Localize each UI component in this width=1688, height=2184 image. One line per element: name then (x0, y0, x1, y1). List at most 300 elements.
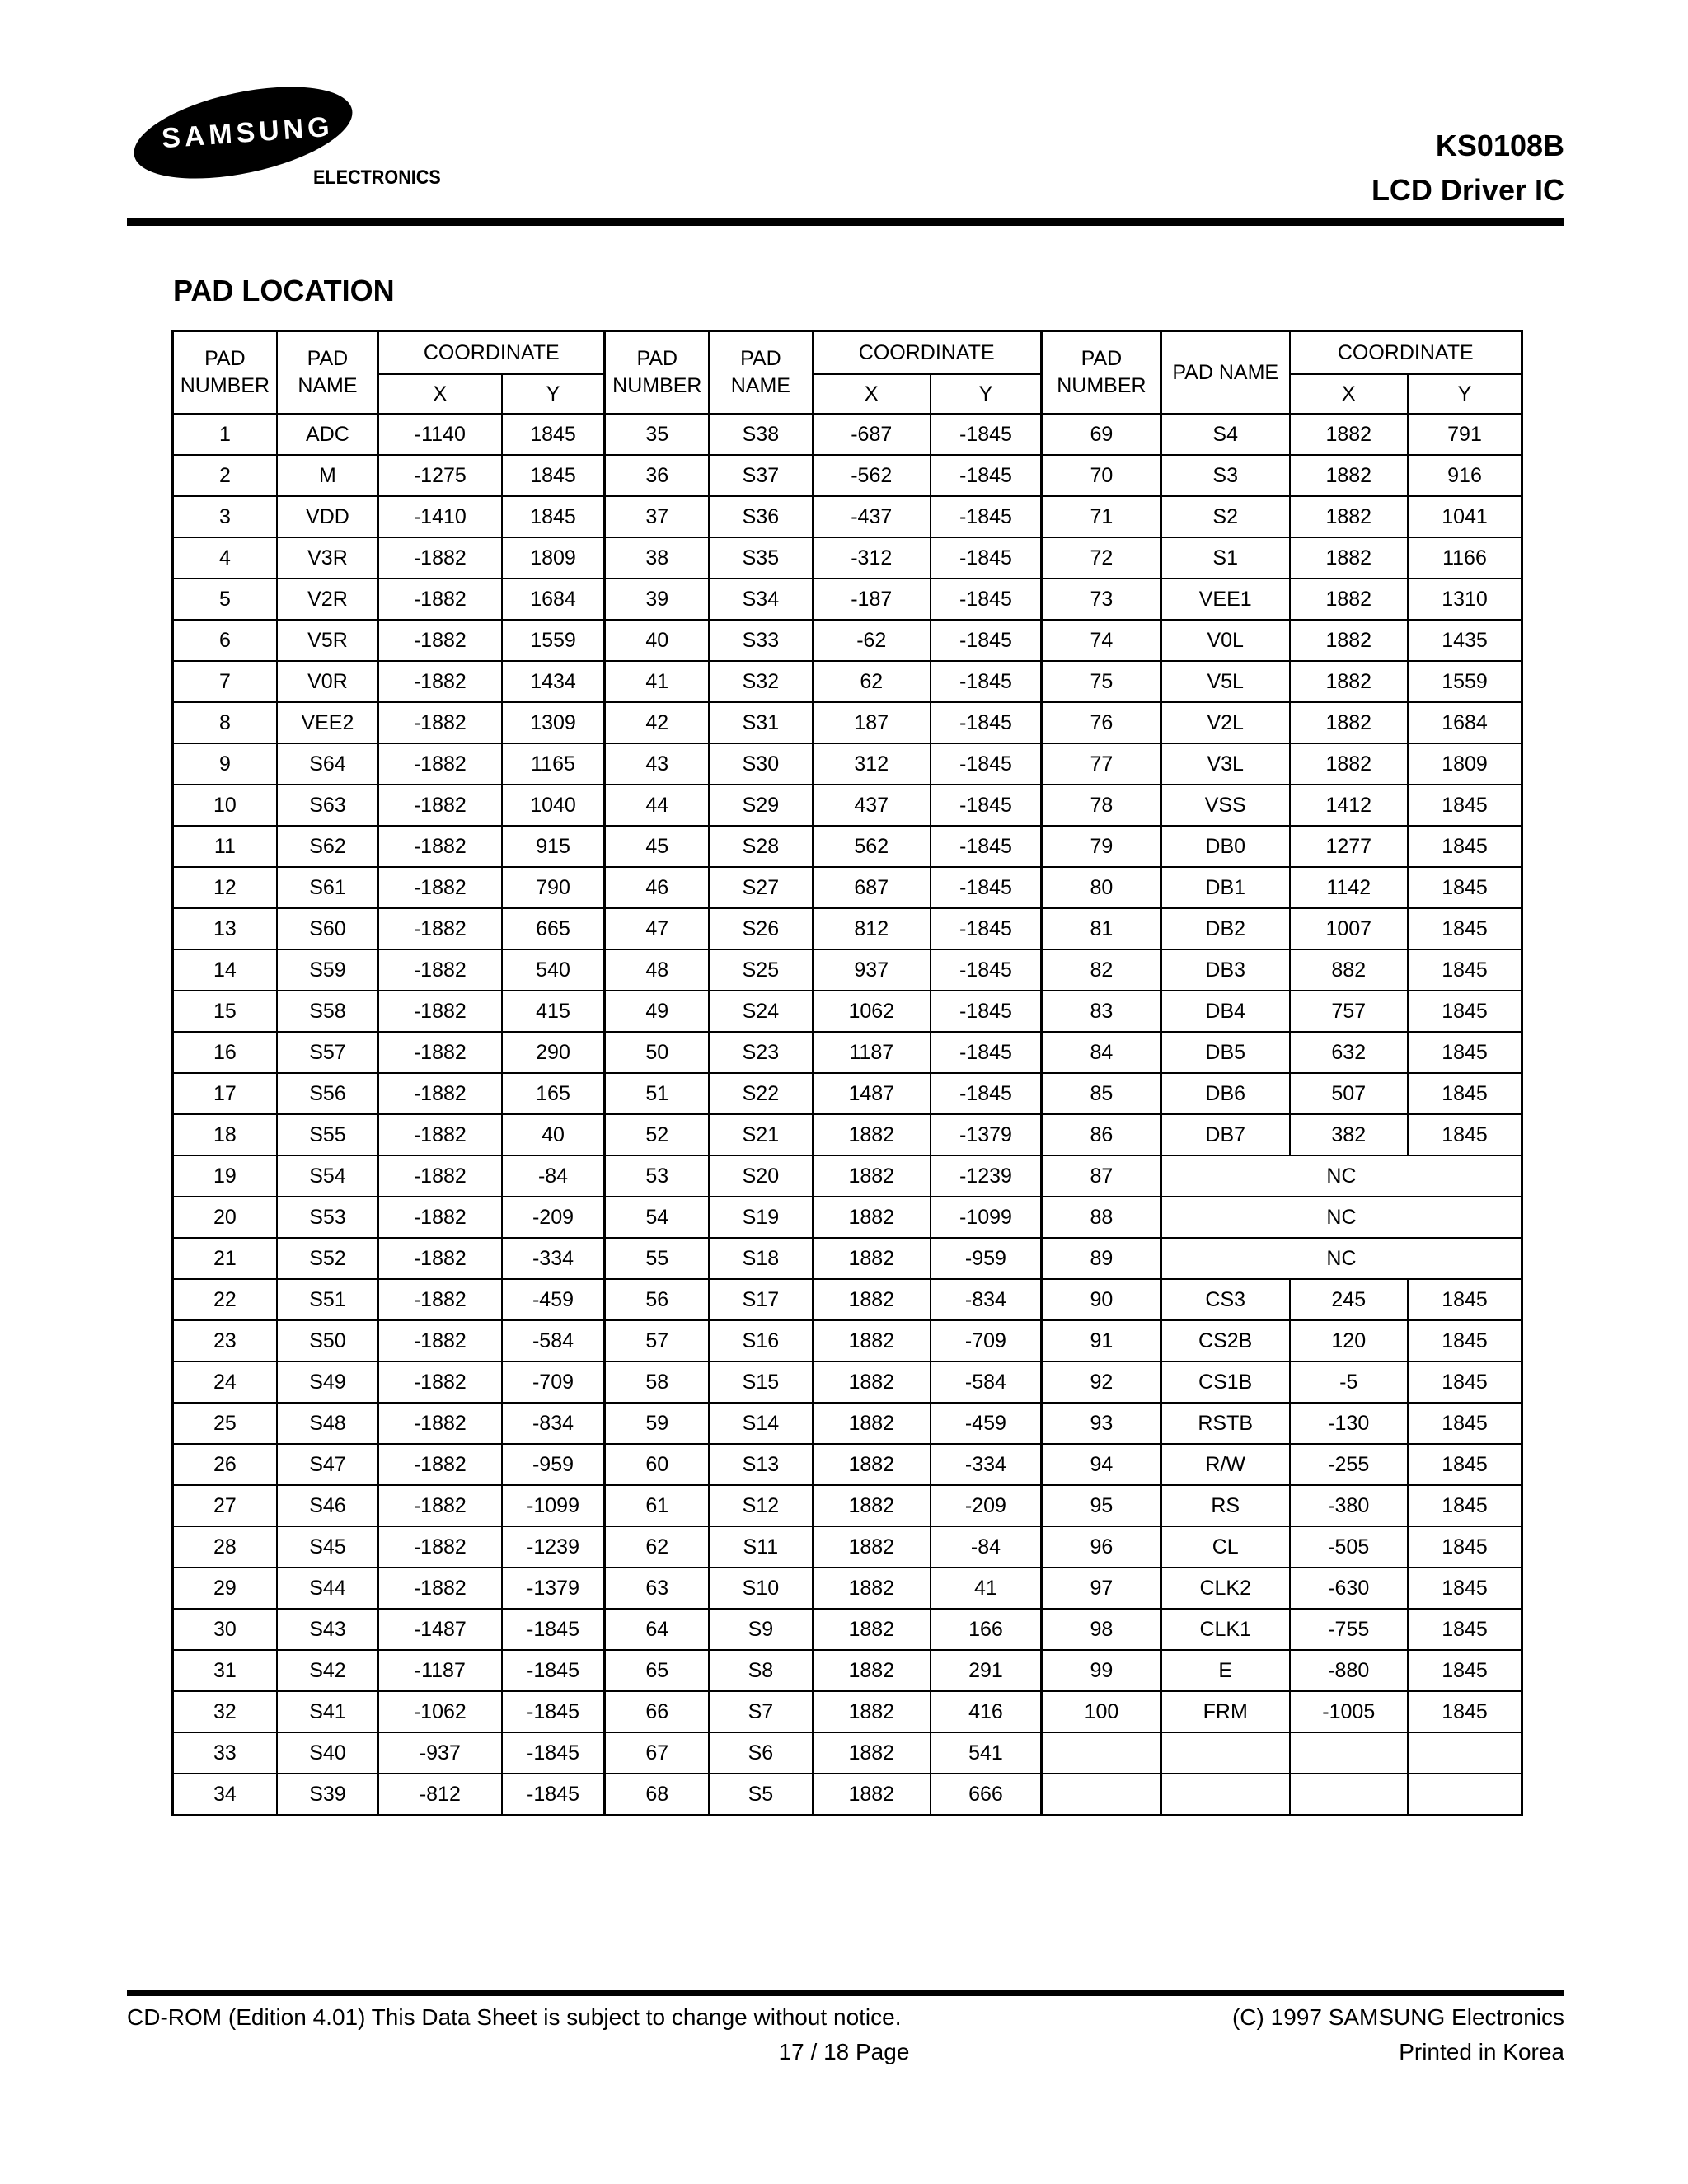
pad-number-cell: 22 (173, 1279, 277, 1320)
pad-name-cell: NC (1161, 1197, 1522, 1238)
pad-number-cell: 74 (1041, 620, 1161, 661)
y-coordinate-cell: 1845 (1408, 949, 1522, 991)
pad-name-cell: S58 (277, 991, 378, 1032)
table-row (173, 702, 1522, 743)
y-coordinate-cell: 1845 (1408, 1279, 1522, 1320)
pad-name-cell: S6 (709, 1732, 812, 1774)
x-coordinate-cell: 1487 (813, 1073, 931, 1114)
pad-name-cell: S61 (277, 867, 378, 908)
pad-name-cell: S8 (709, 1650, 812, 1691)
y-coordinate-cell: 40 (502, 1114, 605, 1155)
y-coordinate-cell: 1809 (1408, 743, 1522, 785)
pad-name-cell: VEE1 (1161, 579, 1290, 620)
x-coordinate-cell: -1882 (378, 1568, 502, 1609)
pad-number-cell: 49 (605, 991, 709, 1032)
pad-number-cell: 7 (173, 661, 277, 702)
pad-number-cell: 40 (605, 620, 709, 661)
x-coordinate-cell: 1882 (1290, 496, 1408, 537)
table-row (173, 620, 1522, 661)
pad-number-cell: 26 (173, 1444, 277, 1485)
x-coordinate-cell: -1882 (378, 1320, 502, 1361)
pad-number-cell: 4 (173, 537, 277, 579)
pad-number-cell: 47 (605, 908, 709, 949)
y-coordinate-cell: -459 (502, 1279, 605, 1320)
pad-number-cell: 32 (173, 1691, 277, 1732)
pad-name-cell: S10 (709, 1568, 812, 1609)
pad-number-cell: 83 (1041, 991, 1161, 1032)
table-row (173, 1485, 1522, 1526)
x-coordinate-cell: -1882 (378, 1238, 502, 1279)
table-row (173, 1732, 1522, 1774)
pad-number-cell: 70 (1041, 455, 1161, 496)
x-coordinate-cell: -1882 (378, 949, 502, 991)
pad-number-cell: 41 (605, 661, 709, 702)
pad-number-cell: 9 (173, 743, 277, 785)
pad-name-cell: S48 (277, 1403, 378, 1444)
y-coordinate-cell: 1845 (1408, 1691, 1522, 1732)
pad-name-cell: S62 (277, 826, 378, 867)
x-coordinate-cell: 1882 (813, 1691, 931, 1732)
x-coordinate-cell: 1882 (813, 1361, 931, 1403)
pad-number-cell: 29 (173, 1568, 277, 1609)
x-coordinate-cell: -1882 (378, 1526, 502, 1568)
y-coordinate-cell: -459 (931, 1403, 1041, 1444)
y-coordinate-cell: -1239 (931, 1155, 1041, 1197)
x-coordinate-cell: 882 (1290, 949, 1408, 991)
header-pad-name: PAD NAME (1161, 331, 1290, 415)
header-y: Y (502, 374, 605, 414)
pad-number-cell: 25 (173, 1403, 277, 1444)
pad-name-cell: S37 (709, 455, 812, 496)
pad-name-cell: CS3 (1161, 1279, 1290, 1320)
pad-number-cell: 3 (173, 496, 277, 537)
pad-number-cell: 31 (173, 1650, 277, 1691)
x-coordinate-cell: -1882 (378, 826, 502, 867)
pad-number-cell: 36 (605, 455, 709, 496)
y-coordinate-cell: -1845 (502, 1650, 605, 1691)
pad-name-cell: S30 (709, 743, 812, 785)
pad-number-cell: 33 (173, 1732, 277, 1774)
pad-number-cell: 28 (173, 1526, 277, 1568)
y-coordinate-cell: 1434 (502, 661, 605, 702)
y-coordinate-cell: 1845 (1408, 1568, 1522, 1609)
y-coordinate-cell: 1845 (1408, 1073, 1522, 1114)
y-coordinate-cell: 1845 (1408, 1485, 1522, 1526)
pad-number-cell: 21 (173, 1238, 277, 1279)
y-coordinate-cell: -1099 (502, 1485, 605, 1526)
x-coordinate-cell: -1187 (378, 1650, 502, 1691)
pad-name-cell: S29 (709, 785, 812, 826)
pad-number-cell: 100 (1041, 1691, 1161, 1732)
pad-name-cell: S40 (277, 1732, 378, 1774)
pad-name-cell: V3R (277, 537, 378, 579)
y-coordinate-cell: 1165 (502, 743, 605, 785)
x-coordinate-cell: 1882 (813, 1650, 931, 1691)
y-coordinate-cell: -1845 (931, 414, 1041, 455)
y-coordinate-cell (1408, 1774, 1522, 1816)
document-subtitle: LCD Driver IC (1371, 173, 1564, 207)
y-coordinate-cell: -1845 (931, 661, 1041, 702)
y-coordinate-cell: 1845 (1408, 1650, 1522, 1691)
y-coordinate-cell: -959 (931, 1238, 1041, 1279)
y-coordinate-cell: -1239 (502, 1526, 605, 1568)
y-coordinate-cell: 1435 (1408, 620, 1522, 661)
pad-name-cell: S4 (1161, 414, 1290, 455)
footer-page-number: 17 / 18 Page (778, 2039, 910, 2064)
pad-name-cell: S34 (709, 579, 812, 620)
pad-name-cell: V0R (277, 661, 378, 702)
header-pad-name: PAD NAME (277, 331, 378, 415)
pad-number-cell: 50 (605, 1032, 709, 1073)
pad-name-cell: S43 (277, 1609, 378, 1650)
x-coordinate-cell: 562 (813, 826, 931, 867)
y-coordinate-cell: -1845 (931, 826, 1041, 867)
table-row (173, 1361, 1522, 1403)
pad-number-cell: 62 (605, 1526, 709, 1568)
y-coordinate-cell: 1845 (1408, 826, 1522, 867)
header-coordinate: COORDINATE (813, 331, 1042, 375)
pad-name-cell: R/W (1161, 1444, 1290, 1485)
x-coordinate-cell: 1882 (813, 1485, 931, 1526)
y-coordinate-cell: 1040 (502, 785, 605, 826)
footer-printed-in: Printed in Korea (1399, 2039, 1564, 2064)
x-coordinate-cell: -1140 (378, 414, 502, 455)
pad-name-cell: FRM (1161, 1691, 1290, 1732)
x-coordinate-cell: 312 (813, 743, 931, 785)
pad-number-cell: 84 (1041, 1032, 1161, 1073)
header-x: X (813, 374, 931, 414)
y-coordinate-cell: 665 (502, 908, 605, 949)
pad-number-cell: 20 (173, 1197, 277, 1238)
footer-copyright: (C) 1997 SAMSUNG Electronics (1231, 2004, 1564, 2030)
x-coordinate-cell: -130 (1290, 1403, 1408, 1444)
pad-name-cell: DB5 (1161, 1032, 1290, 1073)
y-coordinate-cell: -1845 (931, 537, 1041, 579)
y-coordinate-cell: -1845 (931, 785, 1041, 826)
x-coordinate-cell: -1882 (378, 1361, 502, 1403)
y-coordinate-cell: -1845 (502, 1774, 605, 1816)
pad-number-cell: 34 (173, 1774, 277, 1816)
x-coordinate-cell: 1882 (813, 1279, 931, 1320)
pad-number-cell: 18 (173, 1114, 277, 1155)
pad-number-cell: 87 (1041, 1155, 1161, 1197)
pad-name-cell: S11 (709, 1526, 812, 1568)
pad-name-cell: M (277, 455, 378, 496)
x-coordinate-cell: -1882 (378, 785, 502, 826)
pad-number-cell: 96 (1041, 1526, 1161, 1568)
section-title: PAD LOCATION (173, 274, 395, 307)
x-coordinate-cell: -1882 (378, 579, 502, 620)
y-coordinate-cell: 1684 (502, 579, 605, 620)
pad-name-cell: S16 (709, 1320, 812, 1361)
x-coordinate-cell: -1882 (378, 1073, 502, 1114)
pad-number-cell: 45 (605, 826, 709, 867)
x-coordinate-cell: -312 (813, 537, 931, 579)
y-coordinate-cell: -334 (931, 1444, 1041, 1485)
pad-name-cell: S42 (277, 1650, 378, 1691)
pad-name-cell: S49 (277, 1361, 378, 1403)
x-coordinate-cell: 1882 (1290, 414, 1408, 455)
pad-name-cell: S63 (277, 785, 378, 826)
y-coordinate-cell: -1845 (502, 1691, 605, 1732)
x-coordinate-cell: -1882 (378, 661, 502, 702)
y-coordinate-cell: -1845 (931, 1073, 1041, 1114)
x-coordinate-cell: -1882 (378, 1197, 502, 1238)
pad-number-cell: 23 (173, 1320, 277, 1361)
y-coordinate-cell: 1845 (502, 455, 605, 496)
pad-name-cell: S45 (277, 1526, 378, 1568)
y-coordinate-cell: 166 (931, 1609, 1041, 1650)
table-row (173, 1444, 1522, 1485)
pad-number-cell: 11 (173, 826, 277, 867)
pad-number-cell: 56 (605, 1279, 709, 1320)
x-coordinate-cell: -1882 (378, 908, 502, 949)
y-coordinate-cell: 1041 (1408, 496, 1522, 537)
pad-name-cell: S33 (709, 620, 812, 661)
x-coordinate-cell: -505 (1290, 1526, 1408, 1568)
x-coordinate-cell: 1882 (813, 1155, 931, 1197)
pad-name-cell: S46 (277, 1485, 378, 1526)
pad-name-cell: S23 (709, 1032, 812, 1073)
y-coordinate-cell: -959 (502, 1444, 605, 1485)
pad-number-cell: 86 (1041, 1114, 1161, 1155)
pad-name-cell: NC (1161, 1155, 1522, 1197)
x-coordinate-cell: -1275 (378, 455, 502, 496)
y-coordinate-cell: -209 (502, 1197, 605, 1238)
table-row (173, 455, 1522, 496)
pad-name-cell: S12 (709, 1485, 812, 1526)
x-coordinate-cell: 632 (1290, 1032, 1408, 1073)
pad-number-cell: 12 (173, 867, 277, 908)
pad-number-cell: 27 (173, 1485, 277, 1526)
header-coordinate: COORDINATE (378, 331, 605, 375)
pad-number-cell: 57 (605, 1320, 709, 1361)
y-coordinate-cell: -1845 (931, 991, 1041, 1032)
header-rule (127, 218, 1564, 226)
y-coordinate-cell: 666 (931, 1774, 1041, 1816)
pad-location-table (171, 330, 1523, 1816)
pad-number-cell: 8 (173, 702, 277, 743)
x-coordinate-cell: 1882 (813, 1403, 931, 1444)
pad-number-cell: 76 (1041, 702, 1161, 743)
pad-number-cell: 75 (1041, 661, 1161, 702)
pad-number-cell: 71 (1041, 496, 1161, 537)
pad-number-cell: 79 (1041, 826, 1161, 867)
x-coordinate-cell: -812 (378, 1774, 502, 1816)
x-coordinate-cell: -880 (1290, 1650, 1408, 1691)
y-coordinate-cell: 290 (502, 1032, 605, 1073)
pad-number-cell: 1 (173, 414, 277, 455)
pad-number-cell (1041, 1774, 1161, 1816)
y-coordinate-cell: 1845 (502, 414, 605, 455)
y-coordinate-cell: 416 (931, 1691, 1041, 1732)
x-coordinate-cell: 1882 (1290, 743, 1408, 785)
pad-name-cell: S38 (709, 414, 812, 455)
y-coordinate-cell: -834 (931, 1279, 1041, 1320)
pad-number-cell: 43 (605, 743, 709, 785)
y-coordinate-cell: 1845 (1408, 1114, 1522, 1155)
x-coordinate-cell: 1882 (813, 1732, 931, 1774)
x-coordinate-cell: -1882 (378, 1114, 502, 1155)
pad-number-cell: 5 (173, 579, 277, 620)
y-coordinate-cell: -584 (502, 1320, 605, 1361)
pad-name-cell: S20 (709, 1155, 812, 1197)
pad-name-cell: S1 (1161, 537, 1290, 579)
pad-number-cell: 98 (1041, 1609, 1161, 1650)
table-row (173, 785, 1522, 826)
x-coordinate-cell: -937 (378, 1732, 502, 1774)
pad-name-cell: CLK1 (1161, 1609, 1290, 1650)
header-pad-number: PAD NUMBER (1041, 331, 1161, 415)
x-coordinate-cell: -437 (813, 496, 931, 537)
y-coordinate-cell: 1845 (1408, 867, 1522, 908)
pad-number-cell: 72 (1041, 537, 1161, 579)
table-row (173, 908, 1522, 949)
header-pad-number: PAD NUMBER (173, 331, 277, 415)
pad-name-cell: RSTB (1161, 1403, 1290, 1444)
x-coordinate-cell: -1882 (378, 1403, 502, 1444)
pad-name-cell: S13 (709, 1444, 812, 1485)
pad-number-cell: 38 (605, 537, 709, 579)
x-coordinate-cell (1290, 1774, 1408, 1816)
pad-number-cell: 80 (1041, 867, 1161, 908)
y-coordinate-cell: 1310 (1408, 579, 1522, 620)
pad-number-cell: 65 (605, 1650, 709, 1691)
header-x: X (378, 374, 502, 414)
header-pad-number: PAD NUMBER (605, 331, 709, 415)
y-coordinate-cell: -709 (502, 1361, 605, 1403)
pad-number-cell: 93 (1041, 1403, 1161, 1444)
table-row (173, 1320, 1522, 1361)
pad-name-cell: S14 (709, 1403, 812, 1444)
table-row (173, 1691, 1522, 1732)
pad-name-cell (1161, 1774, 1290, 1816)
pad-name-cell: S32 (709, 661, 812, 702)
y-coordinate-cell: 1559 (1408, 661, 1522, 702)
pad-name-cell: DB1 (1161, 867, 1290, 908)
pad-name-cell: S31 (709, 702, 812, 743)
table-row (173, 949, 1522, 991)
pad-name-cell: DB4 (1161, 991, 1290, 1032)
pad-number-cell: 78 (1041, 785, 1161, 826)
table-row (173, 1032, 1522, 1073)
y-coordinate-cell: 415 (502, 991, 605, 1032)
pad-name-cell: S64 (277, 743, 378, 785)
y-coordinate-cell: -709 (931, 1320, 1041, 1361)
pad-name-cell: V0L (1161, 620, 1290, 661)
pad-name-cell: CS1B (1161, 1361, 1290, 1403)
table-row (173, 496, 1522, 537)
samsung-logo (132, 92, 441, 189)
x-coordinate-cell: 1882 (813, 1238, 931, 1279)
x-coordinate-cell: 1412 (1290, 785, 1408, 826)
pad-number-cell: 77 (1041, 743, 1161, 785)
pad-number-cell: 89 (1041, 1238, 1161, 1279)
x-coordinate-cell: 1882 (813, 1774, 931, 1816)
pad-number-cell: 30 (173, 1609, 277, 1650)
header-pad-name: PAD NAME (709, 331, 812, 415)
y-coordinate-cell: 791 (1408, 414, 1522, 455)
pad-name-cell: ADC (277, 414, 378, 455)
pad-number-cell: 48 (605, 949, 709, 991)
pad-number-cell: 54 (605, 1197, 709, 1238)
pad-number-cell: 13 (173, 908, 277, 949)
y-coordinate-cell: -1845 (931, 908, 1041, 949)
pad-number-cell: 53 (605, 1155, 709, 1197)
pad-name-cell: S21 (709, 1114, 812, 1155)
pad-name-cell: S27 (709, 867, 812, 908)
x-coordinate-cell: 687 (813, 867, 931, 908)
table-row (173, 1526, 1522, 1568)
y-coordinate-cell: 1845 (1408, 1444, 1522, 1485)
y-coordinate-cell: 1845 (1408, 1403, 1522, 1444)
pad-name-cell: DB2 (1161, 908, 1290, 949)
pad-name-cell: S19 (709, 1197, 812, 1238)
table-row (173, 1073, 1522, 1114)
y-coordinate-cell: 1845 (1408, 1032, 1522, 1073)
x-coordinate-cell: 120 (1290, 1320, 1408, 1361)
pad-number-cell: 17 (173, 1073, 277, 1114)
x-coordinate-cell: -255 (1290, 1444, 1408, 1485)
pad-name-cell: DB0 (1161, 826, 1290, 867)
y-coordinate-cell: 1166 (1408, 537, 1522, 579)
table-row (173, 743, 1522, 785)
pad-number-cell: 99 (1041, 1650, 1161, 1691)
x-coordinate-cell: -187 (813, 579, 931, 620)
x-coordinate-cell: -1005 (1290, 1691, 1408, 1732)
pad-name-cell: S24 (709, 991, 812, 1032)
pad-name-cell: S50 (277, 1320, 378, 1361)
pad-number-cell: 95 (1041, 1485, 1161, 1526)
x-coordinate-cell: 1142 (1290, 867, 1408, 908)
pad-name-cell: V5L (1161, 661, 1290, 702)
pad-number-cell: 42 (605, 702, 709, 743)
x-coordinate-cell: 187 (813, 702, 931, 743)
pad-number-cell: 63 (605, 1568, 709, 1609)
pad-number-cell: 82 (1041, 949, 1161, 991)
pad-name-cell: S28 (709, 826, 812, 867)
pad-name-cell: S25 (709, 949, 812, 991)
pad-name-cell: S18 (709, 1238, 812, 1279)
x-coordinate-cell: -1882 (378, 743, 502, 785)
x-coordinate-cell: -1410 (378, 496, 502, 537)
pad-name-cell: S15 (709, 1361, 812, 1403)
pad-name-cell: S7 (709, 1691, 812, 1732)
x-coordinate-cell: -1882 (378, 991, 502, 1032)
y-coordinate-cell: 165 (502, 1073, 605, 1114)
x-coordinate-cell: 937 (813, 949, 931, 991)
y-coordinate-cell: -84 (931, 1526, 1041, 1568)
pad-name-cell: CS2B (1161, 1320, 1290, 1361)
x-coordinate-cell: -1882 (378, 537, 502, 579)
y-coordinate-cell: -1845 (931, 496, 1041, 537)
table-row (173, 1114, 1522, 1155)
x-coordinate-cell: 1882 (1290, 579, 1408, 620)
pad-name-cell: V2R (277, 579, 378, 620)
table-row (173, 1403, 1522, 1444)
y-coordinate-cell: -834 (502, 1403, 605, 1444)
x-coordinate-cell: 757 (1290, 991, 1408, 1032)
y-coordinate-cell: 1845 (1408, 1609, 1522, 1650)
x-coordinate-cell: 1882 (813, 1526, 931, 1568)
pad-name-cell: S26 (709, 908, 812, 949)
x-coordinate-cell: -1882 (378, 702, 502, 743)
pad-name-cell: DB7 (1161, 1114, 1290, 1155)
pad-number-cell: 10 (173, 785, 277, 826)
x-coordinate-cell: 382 (1290, 1114, 1408, 1155)
x-coordinate-cell: 1882 (813, 1568, 931, 1609)
logo-wordmark: SAMSUNG (160, 110, 335, 155)
